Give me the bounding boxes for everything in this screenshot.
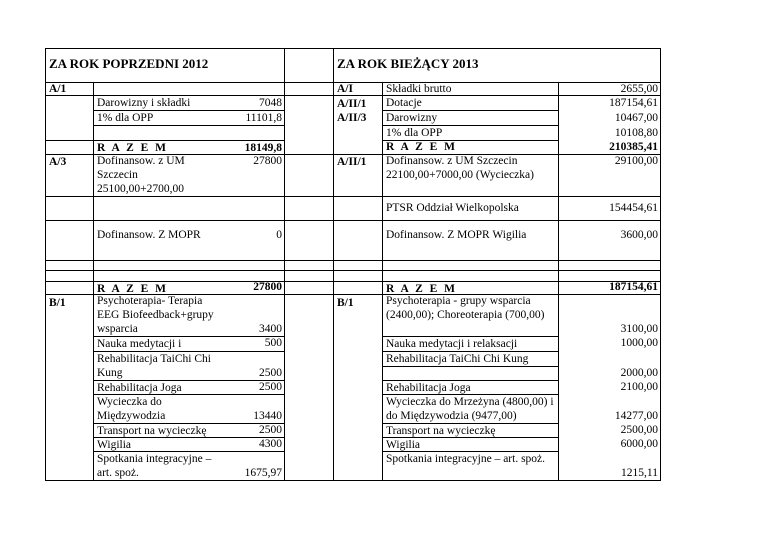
left-item-psycho-3: wsparcia (97, 323, 138, 335)
left-value-opp: 11101,8 (245, 112, 282, 124)
left-value-wigilia: 4300 (259, 438, 282, 450)
right-code-a2-1: A/II/1 (337, 98, 367, 110)
left-item-darowizny: Darowizny i składki (97, 97, 191, 109)
right-item-spotkania: Spotkania integracyjne – art. spoż. (386, 453, 546, 465)
right-code-a2-3: A/II/3 (337, 112, 367, 124)
left-item-razem2: R A Z E M (97, 283, 169, 295)
right-item-wigilia: Wigilia (386, 439, 421, 451)
right-item-wycieczka-1: Wycieczka do Mrzeżyna (4800,00) i (386, 396, 554, 408)
right-value-spotkania: 1215,11 (621, 467, 658, 479)
right-item-dotacje: Dotacje (386, 97, 422, 109)
right-code-b1: B/1 (337, 297, 354, 309)
right-item-opp: 1% dla OPP (386, 127, 443, 139)
right-item-darowizny: Darowizny (386, 112, 438, 124)
left-item-wigilia: Wigilia (97, 439, 132, 451)
right-value-razem2: 187154,61 (609, 281, 658, 293)
right-item-razem1: R A Z E M (386, 141, 458, 153)
left-item-wycieczka-1: Wycieczka do (97, 396, 162, 408)
right-value-nauka: 1000,00 (620, 337, 658, 349)
right-value-darowizny: 10467,00 (614, 112, 658, 124)
right-value-dotacje: 187154,61 (609, 97, 658, 109)
left-value-wycieczka: 13440 (253, 410, 282, 422)
right-item-wycieczka-2: do Międzywodzia (9477,00) (386, 410, 517, 422)
left-item-transport: Transport na wycieczkę (97, 425, 207, 437)
right-item-psycho-2: (2400,00); Choreoterapia (700,00) (386, 309, 545, 321)
right-value-dofin-um: 29100,00 (614, 155, 658, 167)
row-line (382, 366, 559, 367)
right-item-dofin-mopr: Dofinansow. Z MOPR Wigilia (386, 229, 527, 241)
curr-year-title: ZA ROK BIEŻĄCY 2013 (337, 56, 479, 71)
left-value-psycho: 3400 (259, 323, 282, 335)
left-value-joga: 2500 (259, 381, 282, 393)
col-sep-left-value (284, 48, 285, 480)
right-value-razem1: 210385,41 (609, 141, 658, 153)
right-value-wigilia: 6000,00 (620, 438, 658, 450)
right-item-dofin-um-1: Dofinansow. z UM Szczecin (386, 155, 518, 167)
right-item-skladki: Składki brutto (386, 83, 452, 95)
left-value-transport: 2500 (259, 424, 282, 436)
left-item-spotkania-2: art. spoż. (97, 467, 139, 479)
border-top (45, 48, 661, 49)
left-value-taichi: 2500 (259, 367, 282, 379)
left-value-razem2: 27800 (253, 281, 282, 293)
left-item-opp: 1% dla OPP (97, 112, 154, 124)
left-value-razem1: 18149,8 (244, 142, 282, 154)
right-value-dofin-mopr: 3600,00 (620, 229, 658, 241)
left-item-taichi-1: Rehabilitacja TaiChi Chi (97, 353, 211, 365)
left-item-dofin-um-3: 25100,00+2700,00 (97, 183, 184, 195)
right-item-transport: Transport na wycieczkę (386, 425, 496, 437)
right-value-opp: 10108,80 (614, 127, 658, 139)
left-item-wycieczka-2: Międzywodzia (97, 410, 166, 422)
left-value-spotkania: 1675,97 (244, 467, 282, 479)
left-code-a3: A/3 (49, 156, 67, 168)
right-item-joga: Rehabilitacja Joga (386, 382, 471, 394)
right-value-psycho: 3100,00 (620, 323, 658, 335)
left-item-taichi-2: Kung (97, 367, 123, 379)
left-value-dofin-um: 27800 (253, 155, 282, 167)
left-item-dofin-um-2: Szczecin (97, 169, 138, 181)
right-code-a2-1b: A/II/1 (337, 156, 367, 168)
right-value-transport: 2500,00 (620, 424, 658, 436)
right-value-taichi: 2000,00 (620, 367, 658, 379)
right-item-razem2: R A Z E M (386, 283, 458, 295)
right-value-joga: 2100,00 (620, 381, 658, 393)
row-line (93, 125, 285, 126)
right-item-dofin-um-2: 22100,00+7000,00 (Wycieczka) (386, 169, 534, 181)
left-value-nauka: 500 (264, 337, 282, 349)
row-line (45, 480, 661, 481)
right-item-nauka: Nauka medytacji i relaksacji (386, 338, 518, 350)
left-item-psycho-1: Psychoterapia- Terapia (97, 295, 203, 307)
right-value-ptsr: 154454,61 (609, 202, 658, 214)
left-value-dofin-mopr: 0 (276, 229, 282, 241)
col-sep-middle (333, 48, 334, 480)
right-item-taichi: Rehabilitacja TaiChi Chi Kung (386, 353, 529, 365)
right-value-skladki: 2655,00 (620, 83, 658, 95)
row-line (45, 196, 661, 197)
row-line (45, 270, 661, 271)
left-item-razem1: R A Z E M (97, 142, 169, 154)
right-code-a1: A/I (337, 83, 353, 95)
right-item-psycho-1: Psychoterapia - grupy wsparcia (386, 295, 531, 307)
left-item-nauka: Nauka medytacji i (97, 338, 182, 350)
left-code-b1: B/1 (49, 297, 66, 309)
right-value-wycieczka: 14277,00 (614, 410, 658, 422)
left-item-spotkania-1: Spotkania integracyjne – (97, 453, 212, 465)
left-value-darowizny: 7048 (259, 97, 282, 109)
left-item-dofin-um-1: Dofinansow. z UM (97, 155, 185, 167)
row-line (45, 220, 661, 221)
left-code-a1: A/1 (49, 83, 67, 95)
left-item-joga: Rehabilitacja Joga (97, 382, 182, 394)
border-left (45, 48, 46, 480)
right-item-ptsr: PTSR Oddział Wielkopolska (386, 202, 519, 214)
left-item-psycho-2: EEG Biofeedback+grupy (97, 309, 214, 321)
border-right (660, 48, 661, 480)
left-item-dofin-mopr: Dofinansow. Z MOPR (97, 229, 201, 241)
prev-year-title: ZA ROK POPRZEDNI 2012 (49, 56, 209, 71)
row-line (45, 260, 661, 261)
